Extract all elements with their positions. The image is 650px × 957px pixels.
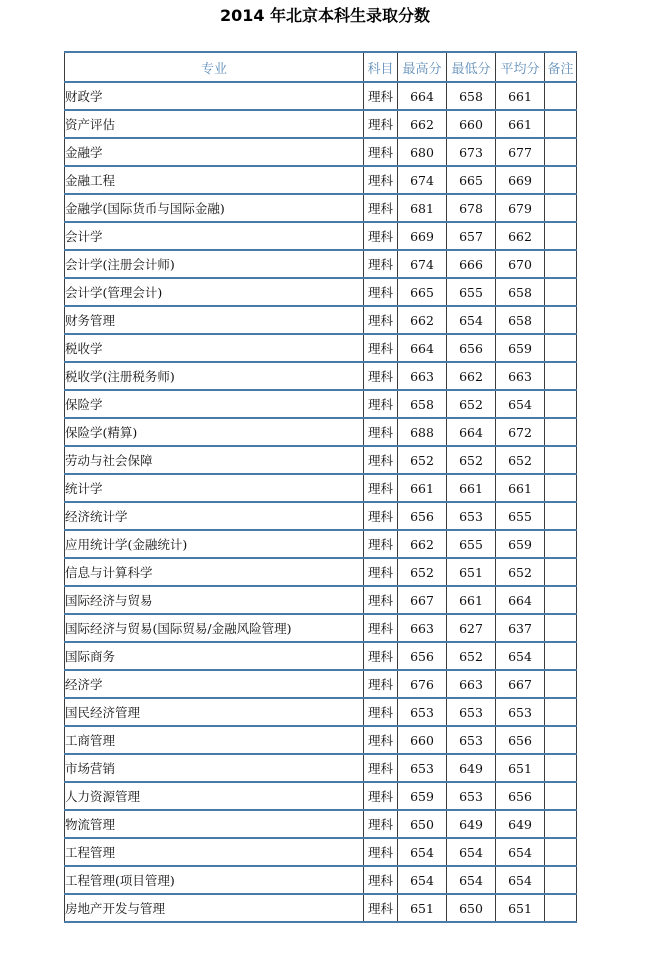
cell-major: 市场营销 [65,754,364,782]
table-row [65,530,577,558]
table-row [65,250,577,278]
table-row [65,866,577,894]
cell-subject: 理科 [364,222,398,250]
cell-major: 人力资源管理 [65,782,364,810]
cell-max-score: 660 [398,726,447,754]
cell-note [545,194,577,222]
cell-note [545,782,577,810]
cell-min-score: 649 [447,810,496,838]
cell-min-score: 652 [447,642,496,670]
cell-min-score: 655 [447,530,496,558]
cell-note [545,642,577,670]
cell-subject: 理科 [364,642,398,670]
cell-min-score: 655 [447,278,496,306]
cell-max-score: 656 [398,502,447,530]
cell-avg-score: 661 [496,82,545,110]
cell-min-score: 649 [447,754,496,782]
cell-max-score: 663 [398,614,447,642]
cell-note [545,810,577,838]
cell-min-score: 653 [447,782,496,810]
cell-major: 税收学(注册税务师) [65,362,364,390]
table-row [65,306,577,334]
cell-avg-score: 659 [496,530,545,558]
cell-avg-score: 654 [496,642,545,670]
cell-major: 信息与计算科学 [65,558,364,586]
cell-subject: 理科 [364,866,398,894]
table-row [65,362,577,390]
cell-major: 金融学(国际货币与国际金融) [65,194,364,222]
cell-note [545,670,577,698]
cell-avg-score: 661 [496,474,545,502]
cell-major: 财政学 [65,82,364,110]
cell-avg-score: 649 [496,810,545,838]
cell-subject: 理科 [364,670,398,698]
cell-subject: 理科 [364,698,398,726]
cell-subject: 理科 [364,558,398,586]
cell-max-score: 659 [398,782,447,810]
cell-max-score: 674 [398,166,447,194]
cell-major: 财务管理 [65,306,364,334]
cell-subject: 理科 [364,278,398,306]
table-header-row [65,52,577,82]
cell-note [545,866,577,894]
cell-max-score: 669 [398,222,447,250]
cell-max-score: 662 [398,306,447,334]
cell-avg-score: 664 [496,586,545,614]
cell-min-score: 654 [447,866,496,894]
table-row [65,670,577,698]
table-row [65,474,577,502]
cell-note [545,502,577,530]
cell-major: 工程管理(项目管理) [65,866,364,894]
table-row [65,446,577,474]
cell-major: 资产评估 [65,110,364,138]
cell-max-score: 652 [398,558,447,586]
cell-avg-score: 667 [496,670,545,698]
cell-subject: 理科 [364,82,398,110]
cell-avg-score: 658 [496,278,545,306]
cell-avg-score: 654 [496,390,545,418]
cell-avg-score: 661 [496,110,545,138]
cell-subject: 理科 [364,614,398,642]
table-row [65,110,577,138]
cell-max-score: 688 [398,418,447,446]
cell-subject: 理科 [364,306,398,334]
cell-note [545,166,577,194]
cell-major: 物流管理 [65,810,364,838]
cell-subject: 理科 [364,754,398,782]
header-min-score: 最低分 [447,52,496,82]
cell-subject: 理科 [364,474,398,502]
cell-note [545,334,577,362]
cell-subject: 理科 [364,446,398,474]
cell-avg-score: 669 [496,166,545,194]
cell-subject: 理科 [364,362,398,390]
cell-note [545,614,577,642]
table-row [65,278,577,306]
cell-max-score: 664 [398,334,447,362]
cell-min-score: 665 [447,166,496,194]
cell-subject: 理科 [364,502,398,530]
cell-major: 经济学 [65,670,364,698]
cell-max-score: 650 [398,810,447,838]
cell-min-score: 627 [447,614,496,642]
cell-min-score: 666 [447,250,496,278]
cell-major: 国际经济与贸易 [65,586,364,614]
cell-max-score: 654 [398,866,447,894]
cell-note [545,698,577,726]
cell-max-score: 674 [398,250,447,278]
cell-max-score: 676 [398,670,447,698]
cell-max-score: 656 [398,642,447,670]
table-row [65,782,577,810]
cell-major: 会计学 [65,222,364,250]
cell-note [545,362,577,390]
cell-avg-score: 656 [496,782,545,810]
cell-avg-score: 679 [496,194,545,222]
cell-min-score: 660 [447,110,496,138]
table-row [65,194,577,222]
table-row [65,390,577,418]
cell-note [545,754,577,782]
table-row [65,586,577,614]
cell-avg-score: 651 [496,894,545,922]
cell-avg-score: 659 [496,334,545,362]
cell-max-score: 663 [398,362,447,390]
cell-avg-score: 652 [496,558,545,586]
table-body [65,82,577,922]
cell-min-score: 662 [447,362,496,390]
cell-note [545,222,577,250]
cell-major: 保险学(精算) [65,418,364,446]
cell-min-score: 653 [447,502,496,530]
cell-min-score: 678 [447,194,496,222]
cell-min-score: 673 [447,138,496,166]
cell-min-score: 654 [447,306,496,334]
cell-note [545,82,577,110]
cell-subject: 理科 [364,530,398,558]
cell-major: 国民经济管理 [65,698,364,726]
cell-min-score: 657 [447,222,496,250]
cell-avg-score: 654 [496,866,545,894]
cell-subject: 理科 [364,418,398,446]
cell-note [545,558,577,586]
cell-max-score: 651 [398,894,447,922]
page-title: 2014 年北京本科生录取分数 [219,6,431,25]
cell-max-score: 653 [398,754,447,782]
cell-note [545,110,577,138]
table-row [65,558,577,586]
cell-max-score: 653 [398,698,447,726]
cell-subject: 理科 [364,782,398,810]
table-row [65,334,577,362]
cell-note [545,586,577,614]
cell-min-score: 663 [447,670,496,698]
cell-subject: 理科 [364,810,398,838]
cell-min-score: 654 [447,838,496,866]
cell-min-score: 661 [447,586,496,614]
cell-major: 国际经济与贸易(国际贸易/金融风险管理) [65,614,364,642]
cell-note [545,530,577,558]
cell-note [545,306,577,334]
cell-major: 会计学(注册会计师) [65,250,364,278]
cell-note [545,894,577,922]
header-avg-score: 平均分 [496,52,545,82]
table-row [65,698,577,726]
cell-min-score: 653 [447,698,496,726]
cell-max-score: 652 [398,446,447,474]
cell-note [545,474,577,502]
cell-major: 劳动与社会保障 [65,446,364,474]
cell-max-score: 680 [398,138,447,166]
cell-max-score: 667 [398,586,447,614]
cell-max-score: 664 [398,82,447,110]
cell-avg-score: 677 [496,138,545,166]
cell-subject: 理科 [364,110,398,138]
cell-note [545,250,577,278]
cell-major: 工程管理 [65,838,364,866]
cell-major: 金融学 [65,138,364,166]
cell-avg-score: 663 [496,362,545,390]
cell-major: 会计学(管理会计) [65,278,364,306]
cell-subject: 理科 [364,334,398,362]
cell-min-score: 652 [447,390,496,418]
table-row [65,82,577,110]
header-note: 备注 [545,52,577,82]
table-row [65,418,577,446]
table-row [65,838,577,866]
cell-subject: 理科 [364,390,398,418]
cell-max-score: 681 [398,194,447,222]
cell-avg-score: 662 [496,222,545,250]
cell-subject: 理科 [364,894,398,922]
cell-min-score: 652 [447,446,496,474]
cell-major: 金融工程 [65,166,364,194]
cell-max-score: 662 [398,530,447,558]
cell-note [545,418,577,446]
cell-note [545,446,577,474]
table-row [65,894,577,922]
cell-avg-score: 656 [496,726,545,754]
cell-note [545,838,577,866]
cell-subject: 理科 [364,166,398,194]
cell-min-score: 650 [447,894,496,922]
cell-avg-score: 658 [496,306,545,334]
cell-subject: 理科 [364,138,398,166]
cell-major: 国际商务 [65,642,364,670]
cell-avg-score: 672 [496,418,545,446]
header-major: 专业 [65,52,364,82]
table-row [65,502,577,530]
table-row [65,614,577,642]
cell-major: 税收学 [65,334,364,362]
cell-major: 经济统计学 [65,502,364,530]
table-row [65,810,577,838]
cell-note [545,726,577,754]
cell-major: 工商管理 [65,726,364,754]
cell-avg-score: 655 [496,502,545,530]
cell-major: 房地产开发与管理 [65,894,364,922]
cell-min-score: 651 [447,558,496,586]
cell-subject: 理科 [364,194,398,222]
cell-major: 保险学 [65,390,364,418]
cell-subject: 理科 [364,838,398,866]
cell-avg-score: 670 [496,250,545,278]
cell-min-score: 658 [447,82,496,110]
cell-avg-score: 652 [496,446,545,474]
cell-major: 统计学 [65,474,364,502]
admission-scores-table [64,51,577,923]
cell-min-score: 661 [447,474,496,502]
cell-max-score: 654 [398,838,447,866]
cell-avg-score: 651 [496,754,545,782]
cell-min-score: 664 [447,418,496,446]
cell-min-score: 656 [447,334,496,362]
cell-max-score: 658 [398,390,447,418]
cell-max-score: 661 [398,474,447,502]
table-row [65,642,577,670]
header-subject: 科目 [364,52,398,82]
cell-max-score: 662 [398,110,447,138]
table-row [65,138,577,166]
table-row [65,166,577,194]
cell-max-score: 665 [398,278,447,306]
cell-note [545,390,577,418]
table-row [65,754,577,782]
cell-note [545,278,577,306]
cell-note [545,138,577,166]
table-row [65,222,577,250]
cell-subject: 理科 [364,726,398,754]
table-row [65,726,577,754]
cell-major: 应用统计学(金融统计) [65,530,364,558]
cell-subject: 理科 [364,586,398,614]
cell-subject: 理科 [364,250,398,278]
cell-avg-score: 654 [496,838,545,866]
header-max-score: 最高分 [398,52,447,82]
cell-avg-score: 637 [496,614,545,642]
cell-min-score: 653 [447,726,496,754]
cell-avg-score: 653 [496,698,545,726]
